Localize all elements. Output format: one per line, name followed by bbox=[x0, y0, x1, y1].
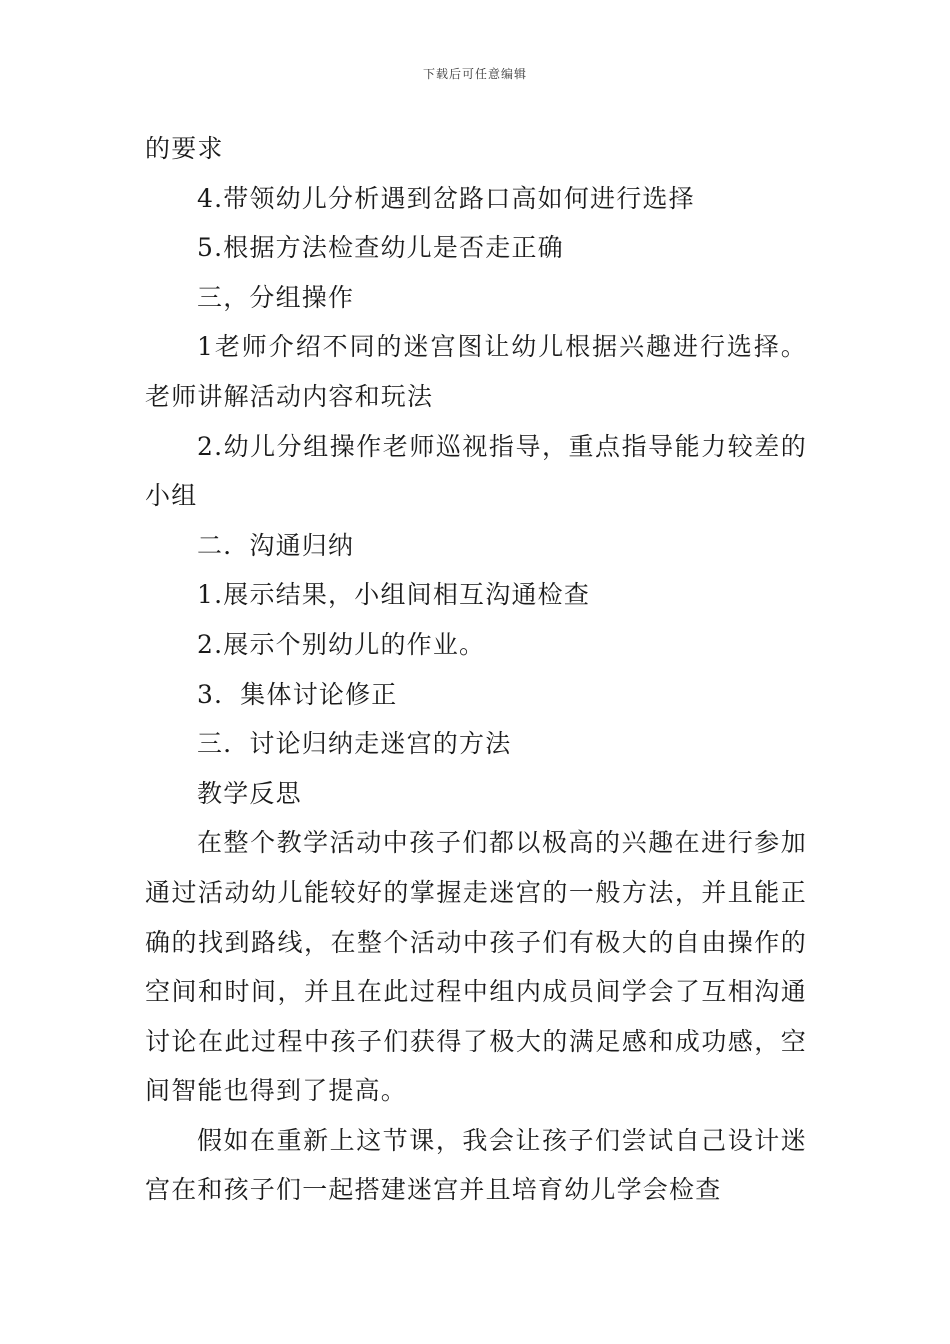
page-header: 下载后可任意编辑 bbox=[422, 67, 527, 81]
document-body bbox=[145, 124, 807, 1215]
section-heading-discussion: 三．讨论归纳走迷宫的方法 bbox=[197, 729, 512, 759]
list-item-communication-2: 2.展示个别幼儿的作业。 bbox=[197, 629, 486, 659]
paragraph-reflection-future: 假如在重新上这节课，我会让孩子们尝试自己设计迷宫在和孩子们一起搭建迷宫并且培育幼儿学会检查 bbox=[145, 1125, 807, 1205]
paragraph-reflection-body: 在整个教学活动中孩子们都以极高的兴趣在进行参加通过活动幼儿能较好的掌握走迷宫的一般方法，并且能正确的找到路线，在整个活动中孩子们有极大的自由操作的空间和时间，并且在此过程中组内成员间学会了互相沟通讨论在此过程中孩子们获得了极大的满足感和成功感，空间智能也得到了提高。 bbox=[145, 828, 807, 1106]
section-heading-communication: 二．沟通归纳 bbox=[197, 530, 355, 560]
section-heading-group-operation: 三，分组操作 bbox=[197, 282, 355, 312]
list-item-group-1: 1老师介绍不同的迷宫图让幼儿根据兴趣进行选择。老师讲解活动内容和玩法 bbox=[145, 332, 807, 411]
paragraph-continuation: 的要求 bbox=[145, 134, 224, 163]
list-item-step-4: 4.带领幼儿分析遇到岔路口高如何进行选择 bbox=[197, 183, 695, 213]
list-item-group-2: 2.幼儿分组操作老师巡视指导，重点指导能力较差的小组 bbox=[145, 431, 807, 511]
list-item-communication-1: 1.展示结果，小组间相互沟通检查 bbox=[197, 580, 591, 610]
section-heading-reflection: 教学反思 bbox=[197, 778, 302, 808]
list-item-step-5: 5.根据方法检查幼儿是否走正确 bbox=[197, 233, 564, 263]
list-item-communication-3: 3．集体讨论修正 bbox=[197, 679, 398, 709]
